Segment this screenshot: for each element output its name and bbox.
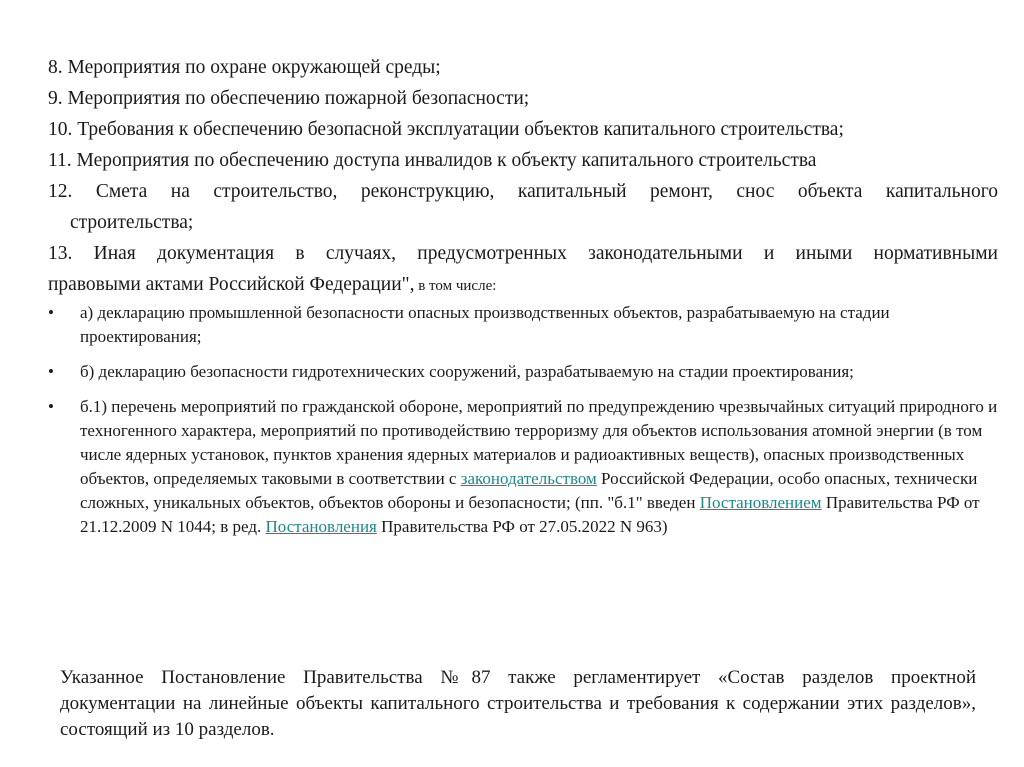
numbered-list — [48, 52, 998, 238]
list-item-12-line1: 12. Смета на строительство, реконструкцию, капитальный ремонт, снос объекта капитального — [48, 181, 998, 202]
bullet-text-b1-part3: Правительства РФ от 21.12.2009 N 1044; в ред. — [80, 493, 980, 536]
list-item-12-line2: строительства; — [70, 212, 194, 233]
bullet-item-a — [48, 301, 998, 349]
list-item-8: 8. Мероприятия по охране окружающей среды; — [48, 57, 441, 78]
bullet-icon: • — [48, 362, 54, 381]
list-item-13-line1: 13. Иная документация в случаях, предусмотренных законодательными и иными нормативными — [48, 243, 998, 264]
list-item-10: 10. Требования к обеспечению безопасной эксплуатации объектов капитального строительства; — [48, 119, 844, 140]
list-item-13-text: правовыми актами Российской Федерации", — [48, 274, 415, 295]
list-item-9: 9. Мероприятия по обеспечению пожарной безопасности; — [48, 88, 530, 109]
link-legislation[interactable]: законодательством — [460, 469, 597, 488]
bullet-text-b1-part4: Правительства РФ от 27.05.2022 N 963) — [376, 517, 668, 536]
link-resolution-2009[interactable]: Постановлением — [699, 493, 822, 512]
final-paragraph: Указанное Постановление Правительства №87 также регламентирует «Состав разделов проектной документации на линейные объекты капитального строительства и требования к содержании этих разделов», состоящий из 10 разделов. — [60, 667, 976, 740]
list-item-11: 11. Мероприятия по обеспечению доступа инвалидов к объекту капитального строительства — [48, 150, 817, 171]
bullet-icon: • — [48, 397, 54, 416]
bullet-text-b1-part1: б.1) перечень мероприятий по гражданской обороне, мероприятий по предупреждению чрезвычайных ситуаций природного и техногенного характера, мероприятий по противодействию терроризму для объектов использования атомной энергии (в том числе ядерных установок, пунктов хранения ядерных материалов и радиоактивных веществ), опасных производственных объектов, определяемых таковыми в соответствии с — [80, 397, 998, 488]
bullet-item-b — [48, 360, 998, 384]
list-item-13-line2 — [48, 269, 998, 302]
bullet-text-a: а) декларацию промышленной безопасности опасных производственных объектов, разрабатываемую на стадии проектирования; — [80, 303, 890, 346]
bullet-text-b: б) декларацию безопасности гидротехнических сооружений, разрабатываемую на стадии проектирования; — [80, 362, 854, 381]
list-item-13-tail: в том числе: — [414, 278, 497, 294]
bullet-list — [48, 301, 998, 550]
list-item-13 — [48, 238, 998, 302]
bullet-item-b1 — [48, 395, 998, 539]
bullet-text-b1-part2: Российской Федерации, особо опасных, технически сложных, уникальных объектов, объектов обороны и безопасности; (пп. "б.1" введен — [80, 469, 978, 512]
link-resolution-2022[interactable]: Постановления — [265, 517, 377, 536]
bullet-icon: • — [48, 303, 54, 322]
